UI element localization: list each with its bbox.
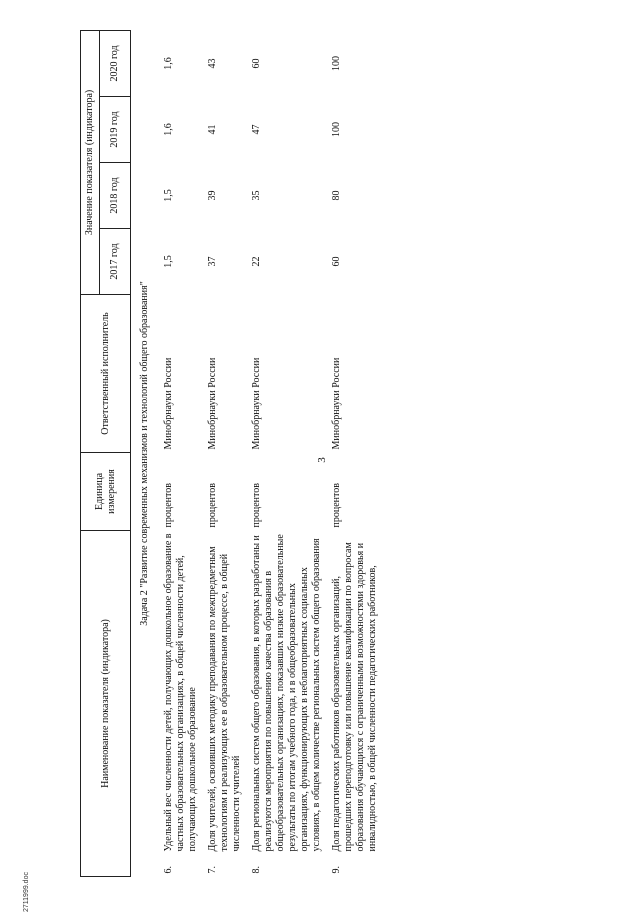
value-2017: 60 xyxy=(331,256,342,267)
table-row xyxy=(325,30,379,876)
value-2018: 80 xyxy=(331,190,342,201)
indicator-responsible: Минобрнауки России xyxy=(163,357,174,450)
value-2019: 47 xyxy=(251,124,262,135)
value-2019: 41 xyxy=(207,124,218,135)
header-responsible: Ответственный исполнитель xyxy=(81,294,131,452)
indicator-name: Доля региональных систем общего образования, в которых разработаны и реализуются мероприятия по повышению качества образования в общеобразовательных организациях, показавших низкие образовательные результаты по итогам учебного года, и в общеобразовательных организациях, функционирующих в неблагоприятных социальных условиях, в общем количестве региональных систем общего образования xyxy=(251,534,322,852)
file-name: 2711999.doc xyxy=(23,872,30,912)
indicator-unit: процентов xyxy=(207,483,218,528)
indicator-responsible: Минобрнауки России xyxy=(251,357,262,450)
indicator-name: Доля педагогических работников образовательных организаций, прошедших переподготовку или повышение квалификации по вопросам образования обучающихся с ограниченными возможностями здоровья и инвалидностью, в общей численности педагогических работников, xyxy=(331,542,378,852)
value-2017: 1,5 xyxy=(163,255,174,268)
value-2017: 37 xyxy=(207,256,218,267)
table-row xyxy=(201,30,245,876)
indicator-responsible: Минобрнауки России xyxy=(207,357,218,450)
task-title: Задача 2 "Развитие современных механизмов и технологий общего образования" xyxy=(139,281,150,626)
value-2020: 100 xyxy=(331,55,342,71)
value-2020: 43 xyxy=(207,58,218,69)
header-year-2018: 2018 год xyxy=(100,162,131,228)
header-year-2019: 2019 год xyxy=(100,96,131,162)
value-2020: 60 xyxy=(251,58,262,69)
value-2019: 100 xyxy=(331,121,342,137)
header-value-group: Значение показателя (индикатора) xyxy=(81,30,100,294)
row-number: 6. xyxy=(163,866,174,874)
header-name: Наименование показателя (индикатора) xyxy=(81,530,131,876)
indicators-table xyxy=(80,30,379,877)
indicator-responsible: Минобрнауки России xyxy=(331,357,342,450)
indicator-unit: процентов xyxy=(251,483,262,528)
value-2018: 1,5 xyxy=(163,189,174,202)
row-number: 8. xyxy=(251,866,262,874)
page-number: 3 xyxy=(316,457,328,463)
rotated-table-page xyxy=(80,31,640,877)
indicator-unit: процентов xyxy=(331,483,342,528)
value-2018: 39 xyxy=(207,190,218,201)
row-number: 7. xyxy=(207,866,218,874)
header-unit: Единица измерения xyxy=(81,452,131,530)
table-row xyxy=(157,30,201,876)
header-year-2017: 2017 год xyxy=(100,228,131,294)
row-number: 9. xyxy=(331,866,342,874)
value-2020: 1,6 xyxy=(163,57,174,70)
value-2018: 35 xyxy=(251,190,262,201)
indicator-name: Удельный вес численности детей, получающих дошкольное образование в частных образовательных организациях, в общей численности детей, получающих дошкольное образование xyxy=(163,533,198,852)
header-year-2020: 2020 год xyxy=(100,30,131,96)
indicator-unit: процентов xyxy=(163,483,174,528)
indicator-name: Доля учителей, освоивших методику преподавания по межпредметным технологиям и реализующих ее в образовательном процессе, в общей численности учителей xyxy=(207,546,242,852)
table-row xyxy=(245,30,325,876)
value-2019: 1,6 xyxy=(163,123,174,136)
value-2017: 22 xyxy=(251,256,262,267)
